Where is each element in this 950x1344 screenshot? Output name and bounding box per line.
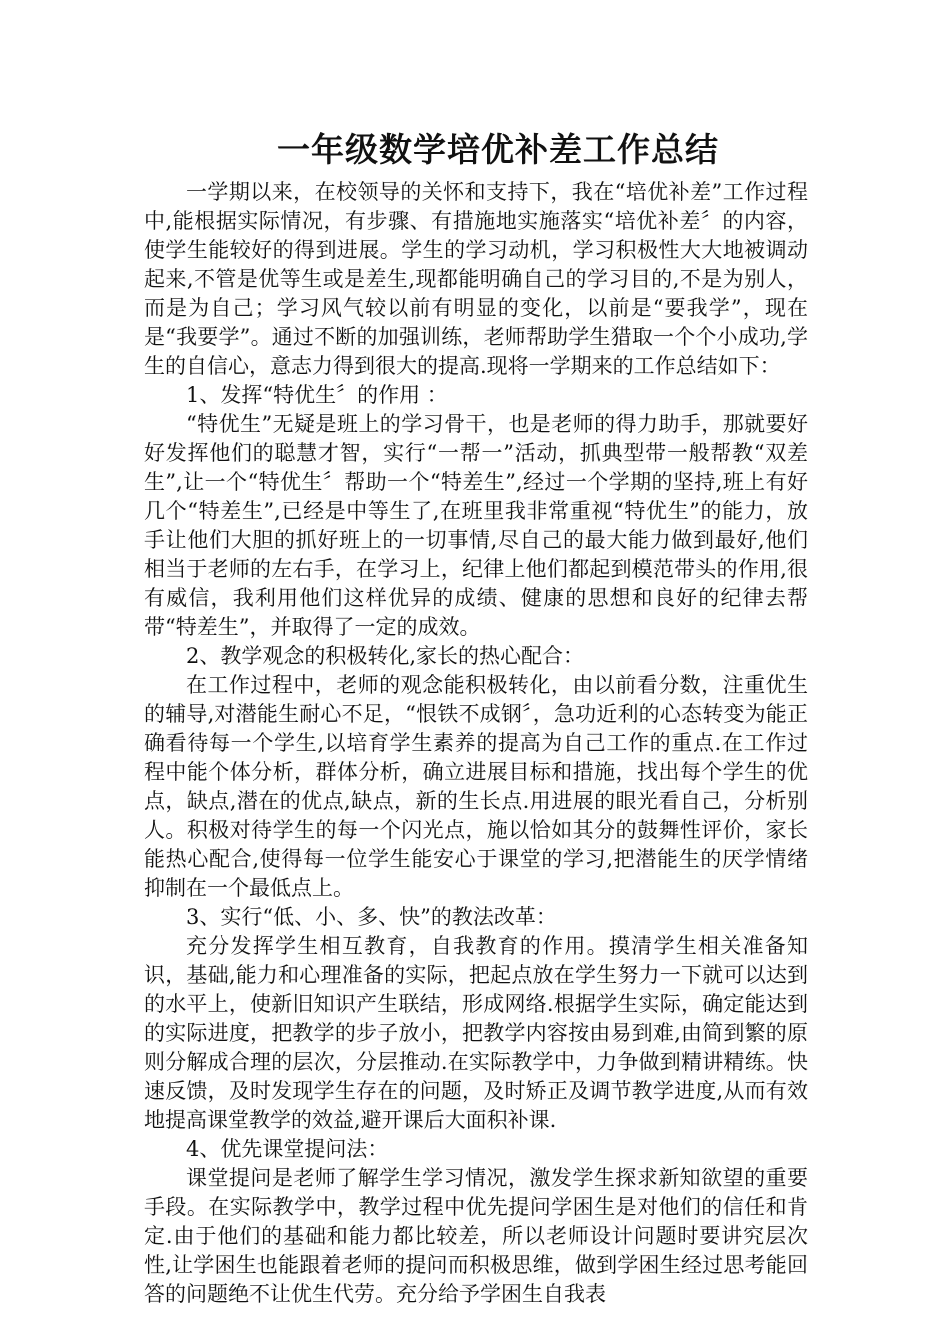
section-3-body: 充分发挥学生相互教育，自我教育的作用。摸清学生相关准备知识，基础,能力和心理准备的实际，把起点放在学生努力一下就可以达到的水平上，使新旧知识产生联结，形成网络.根据学生实际，确定能达到的实际进度，把教学的步子放小，把教学内容按由易到难,由简到繁的原则分解成合理的层次，分层推动.在实际教学中，力争做到精讲精练。快速反馈，及时发现学生存在的问题，及时矫正及调节教学进度,从而有效地提高课堂教学的效益,避开课后大面积补课.: [144, 934, 808, 1132]
section-2-body: 在工作过程中，老师的观念能积极转化，由以前看分数，注重优生的辅导,对潜能生耐心不足，“恨铁不成钢〞，急功近利的心态转变为能正确看待每一个学生,以培育学生素养的提高为自己工作的重点.在工作过程中能个体分析，群体分析，确立进展目标和措施，找出每个学生的优点，缺点,潜在的优点,缺点，新的生长点.用进展的眼光看自己，分析别人。积极对待学生的每一个闪光点，施以恰如其分的鼓舞性评价，家长能热心配合,使得每一位学生能安心于课堂的学习,把潜能生的厌学情绪抑制在一个最低点上。: [144, 673, 808, 900]
intro-paragraph: 一学期以来，在校领导的关怀和支持下，我在“培优补差”工作过程中,能根据实际情况，有步骤、有措施地实施落实“培优补差〞的内容，使学生能较好的得到进展。学生的学习动机，学习积极性大大地被调动起来,不管是优等生或是差生,现都能明确自己的学习目的,不是为别人，而是为自己；学习风气较以前有明显的变化，以前是“要我学”，现在是“我要学”。通过不断的加强训练，老师帮助学生猎取一个个小成功,学生的自信心，意志力得到很大的提高.现将一学期来的工作总结如下：: [144, 180, 808, 378]
section-4-body: 课堂提问是老师了解学生学习情况，激发学生探求新知欲望的重要手段。在实际教学中，教学过程中优先提问学困生是对他们的信任和肯定.由于他们的基础和能力都比较差，所以老师设计问题时要讲究层次性,让学困生也能跟着老师的提问而积极思维，做到学困生经过思考能回答的问题绝不让优生代劳。充分给予学困生自我表: [144, 1166, 808, 1306]
section-2-heading: 2、教学观念的积极转化,家长的热心配合：: [186, 644, 585, 668]
section-3-heading: 3、实行“低、小、多、快”的教法改革：: [186, 905, 557, 929]
document-title: 一年级数学培优补差工作总结: [277, 130, 719, 169]
document-page: [144, 128, 808, 1309]
section-1-heading: 1、发挥“特优生〞的作用 ：: [186, 383, 448, 407]
section-1-body: “特优生”无疑是班上的学习骨干，也是老师的得力助手，那就要好好发挥他们的聪慧才智，实行“一帮一”活动，抓典型带一般帮教“双差生”,让一个“特优生〞帮助一个“特差生”,经过一个学期的坚持,班上有好几个“特差生”,已经是中等生了,在班里我非常重视“特优生”的能力，放手让他们大胆的抓好班上的一切事情,尽自己的最大能力做到最好,他们相当于老师的左右手，在学习上，纪律上他们都起到模范带头的作用,很有威信，我利用他们这样优异的成绩、健康的思想和良好的纪律去帮带“特差生”，并取得了一定的成效。: [144, 412, 808, 639]
section-4-heading: 4、优先课堂提问法：: [186, 1137, 389, 1161]
